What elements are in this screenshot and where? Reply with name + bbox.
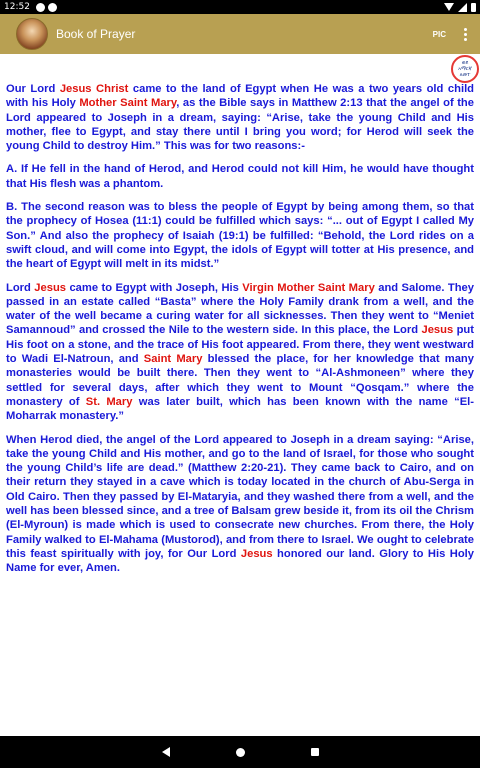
battery-icon xyxy=(471,3,476,12)
highlighted-name: Jesus xyxy=(34,281,67,294)
paragraph xyxy=(6,281,474,424)
highlighted-name: Jesus Christ xyxy=(59,83,129,95)
highlighted-name: Jesus xyxy=(421,324,454,337)
highlighted-name: Mother Saint Mary xyxy=(79,97,177,110)
notification-icon xyxy=(36,3,45,12)
pic-button[interactable]: PIC xyxy=(432,29,446,39)
text-segment: and Salome. They passed in an estate called “Basta” where the Holy Family drank from a well, and the water of the well became a curing water for all sicknesses. Then they went to “Meniet Samannoud” and crossed the Nile to the western side. In this place, the Lord xyxy=(6,281,474,337)
back-icon[interactable] xyxy=(162,747,170,757)
paragraph xyxy=(6,162,474,191)
text-segment: put His foot on a stone, and the trace of His foot appeared. From there, they went westward to Wadi El-Natroun, and xyxy=(6,324,474,366)
text-segment: blessed the place, for her knowledge that many monasteries would be built there. Then they went to “Al-Ashmoneen” where they settled for several days, after which they went to Mount “Qosqam.” where the monastery of xyxy=(6,353,474,408)
badge-line: ለመተ xyxy=(459,72,471,78)
text-segment: A. If He fell in the hand of Herod, and Herod could not kill Him, he would have thought that His flesh was a phantom. xyxy=(6,163,474,190)
wifi-icon xyxy=(444,3,454,11)
paragraph xyxy=(6,200,474,271)
highlighted-name: Jesus xyxy=(240,547,273,560)
status-time: 12:52 xyxy=(4,2,30,12)
text-segment: B. The second reason was to bless the people of Egypt by being among them, so that the prophecy of Hosea (11:1) could be fulfilled which says: “... out of Egypt I called My Son.” And also the prophecy of Isaiah (19:1) be fulfilled: “Behold, the Lord rides on a swift cloud, and will come into Egypt, the idols of Egypt will totter at His presence, and the heart of Egypt will melt in its midst.” xyxy=(6,201,474,271)
text-segment: honored our land. Glory to His Holy Name for ever, Amen. xyxy=(6,547,475,575)
recents-icon[interactable] xyxy=(311,748,319,756)
paragraph xyxy=(6,433,474,576)
badge-line: ወደ xyxy=(461,60,469,66)
signal-icon xyxy=(458,3,467,12)
highlighted-name: St. Mary xyxy=(85,395,133,408)
badge-line: አማርኛ xyxy=(458,66,472,72)
paragraph xyxy=(6,82,474,153)
overflow-menu-icon[interactable] xyxy=(460,28,470,41)
app-bar xyxy=(0,14,480,54)
notification-icon xyxy=(48,3,57,12)
text-segment: When Herod died, the angel of the Lord appeared to Joseph in a dream saying: “Arise, take the young Child and His mother, and go to the land of Israel, for those who sought the young Child’s life are dead.” (Matthew 2:20-21). They came back to Cairo, and on their return they stayed in a cave which is today located in the church of Abu-Serga in Old Cairo. Then they passed by El-Mataryia, and they washed there from a well, and the well has been blessed since, and a tree of Balsam grew beside it, from its oil the Chrism (El-Myroun) is made which is used to consecrate new churches. From there, the Holy Family walked to El-Mahama (Mustorod), and from there to Israel. We ought to celebrate this feast spiritually with joy, for Our Lord xyxy=(6,433,474,560)
text-segment: , as the Bible says in Matthew 2:13 that the angel of the Lord appeared to Joseph in a dream, saying: “Arise, take the young Child and His mother, flee to Egypt, and stay there until I bring you word; for Herod will seek the young Child to destroy Him.” This was for two reasons:- xyxy=(6,97,474,153)
text-segment: Lord xyxy=(6,281,35,294)
text-segment: was later built, which has been known with the name “El-Moharrak monastery.” xyxy=(6,395,475,423)
highlighted-name: Virgin Mother Saint Mary xyxy=(242,281,375,294)
status-bar xyxy=(0,0,480,14)
text-segment: came to Egypt with Joseph, His xyxy=(66,281,243,294)
app-title: Book of Prayer xyxy=(56,27,136,41)
prayer-text xyxy=(6,82,474,585)
app-logo-icon[interactable] xyxy=(16,18,48,50)
text-segment: Our Lord xyxy=(6,83,60,95)
navigation-bar xyxy=(0,736,480,768)
home-icon[interactable] xyxy=(236,748,245,757)
text-segment: came to the land of Egypt when He was a two years old child with his Holy xyxy=(6,83,475,110)
highlighted-name: Saint Mary xyxy=(143,353,203,366)
amharic-language-button[interactable] xyxy=(451,55,479,83)
